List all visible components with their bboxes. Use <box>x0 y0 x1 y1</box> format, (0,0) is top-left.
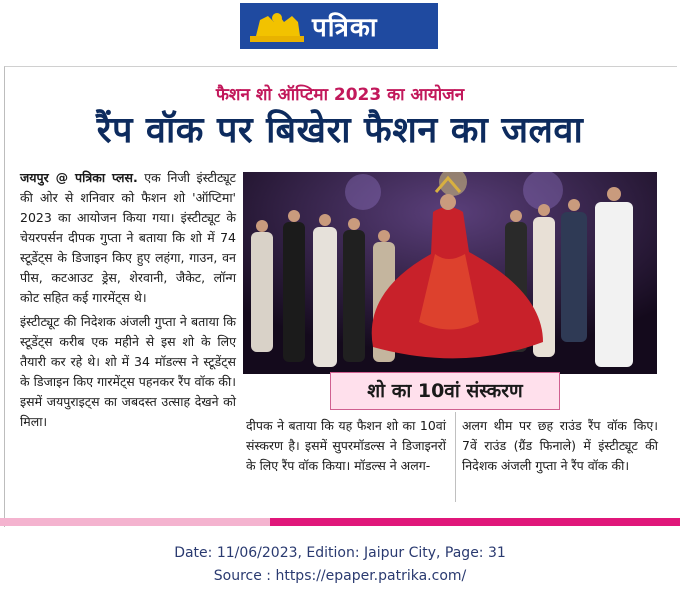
body-column-2: दीपक ने बताया कि यह फैशन शो का 10वां संस्करण है। इसमें सुपरमॉडल्स ने डिजाइनरों के लिए रैंप वॉक किया। मॉडल्स ने अलग- <box>246 418 446 473</box>
patrika-logo <box>240 3 438 49</box>
headline: रैंप वॉक पर बिखेरा फैशन का जलवा <box>96 110 584 151</box>
date-edition-line: Date: 11/06/2023, Edition: Jaipur City, Page: 31 <box>174 545 506 561</box>
lion-emblem-icon <box>248 6 306 46</box>
paragraph-2: इंस्टीट्यूट की निदेशक अंजली गुप्ता ने बताया कि स्टूडेंट्स करीब एक महीने से इस शो के लिए तैयारी कर रहे थे। शो में 34 मॉडल्स ने स्टूडेंट्स के डिजाइन किए गारमेंट्स पहनकर रैंप वॉक की। इसमें जयपुराइट्स का जबदस्त उत्साह देखने को मिला। <box>20 314 236 429</box>
accent-bar <box>0 518 680 526</box>
fashion-show-photo <box>243 172 657 374</box>
source-line: Source : https://epaper.patrika.com/ <box>213 568 467 584</box>
subhead: शो का 10वां संस्करण <box>330 372 560 410</box>
paragraph-1 <box>20 168 236 308</box>
column-divider <box>455 412 456 502</box>
logo-text: पत्रिका <box>312 13 378 43</box>
body-column-1 <box>20 168 236 436</box>
dateline: जयपुर @ पत्रिका प्लस. <box>20 170 138 185</box>
body-column-3: अलग थीम पर छह राउंड रैंप वॉक किए। 7वें राउंड (ग्रैंड फिनाले) में इंस्टीट्यूट की निदेशक अंजली गुप्ता ने रैंप वॉक की। <box>462 418 658 473</box>
kicker: फैशन शो ऑप्टिमा 2023 का आयोजन <box>215 85 465 105</box>
paragraph-1-text: एक निजी इंस्टीट्यूट की ओर से शनिवार को फैशन शो 'ऑप्टिमा' 2023 का आयोजन किया गया। इंस्टीट्यूट के चेयरपर्सन दीपक गुप्ता ने बताया कि शो में 74 स्टूडेंट्स के डिजाइन किए हुए लहंगा, गाउन, वन पीस, कटआउट ड्रेस, शेरवानी, जैकेट, लॉन्ग कोट सहित कई गारमेंट्स थे। <box>20 170 236 305</box>
accent-bar-light <box>0 518 270 526</box>
